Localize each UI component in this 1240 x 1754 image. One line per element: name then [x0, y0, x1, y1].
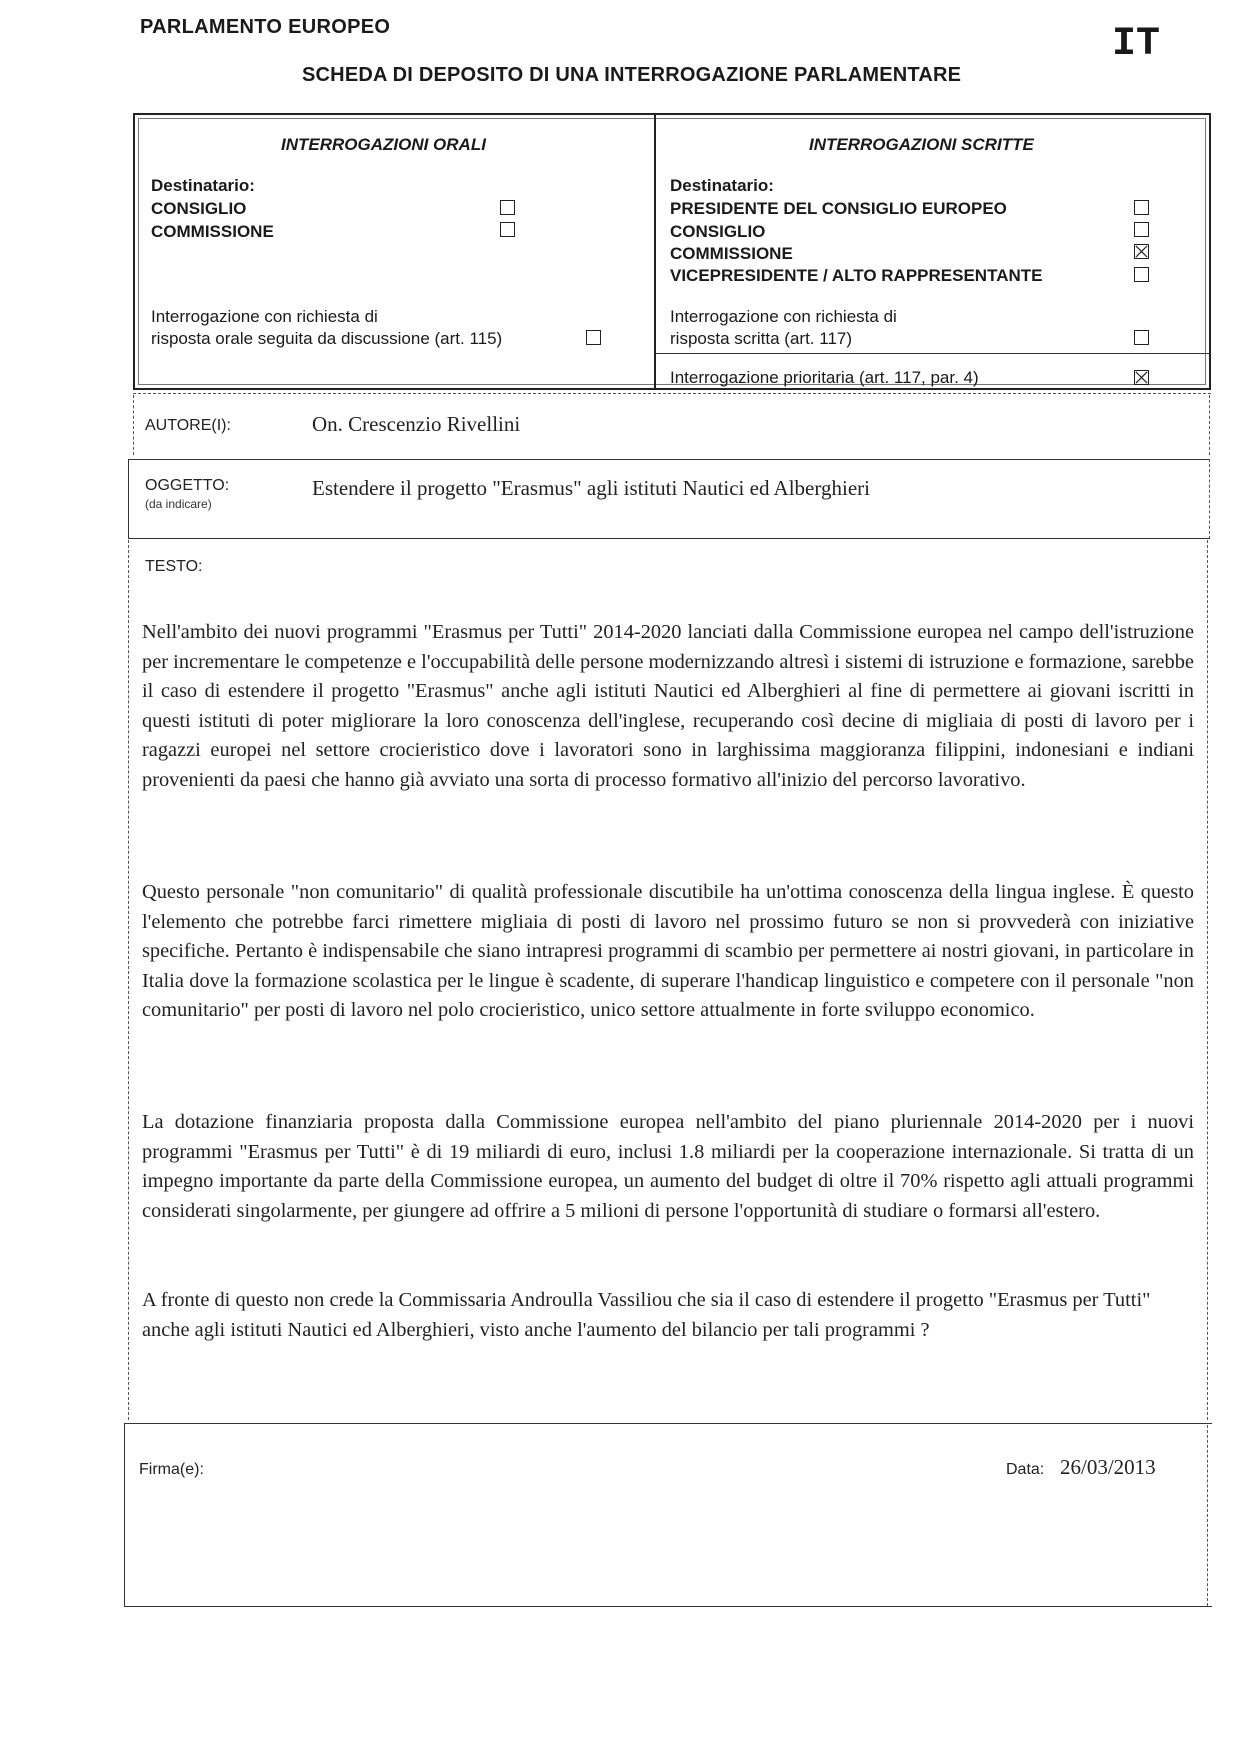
oral-questions-heading: INTERROGAZIONI ORALI — [281, 135, 486, 154]
subject-label: OGGETTO: — [145, 477, 230, 494]
oral-consiglio-checkbox[interactable] — [500, 200, 515, 215]
author-value: On. Crescenzio Rivellini — [312, 412, 521, 436]
written-recipient-commissione-label: COMMISSIONE — [670, 244, 793, 263]
written-questions-heading: INTERROGAZIONI SCRITTE — [809, 135, 1034, 154]
written-consiglio-checkbox[interactable] — [1134, 222, 1149, 237]
written-commissione-checkbox[interactable] — [1134, 244, 1149, 259]
written-recipient-label: Destinatario: — [670, 176, 774, 195]
signature-top-border — [124, 1423, 1212, 1424]
oral-commissione-checkbox[interactable] — [500, 222, 515, 237]
written-presidente-checkbox[interactable] — [1134, 200, 1149, 215]
column-divider — [654, 115, 656, 390]
text-label: TESTO: — [145, 558, 203, 575]
text-top-border — [128, 538, 1210, 539]
written-vicepresidente-checkbox[interactable] — [1134, 267, 1149, 282]
written-priority-label: Interrogazione prioritaria (art. 117, par. 4) — [670, 368, 979, 387]
date-label: Data: — [1006, 1461, 1045, 1478]
text-paragraph-4: A fronte di questo non crede la Commissaria Androulla Vassiliou che sia il caso di estendere il progetto "Erasmus per Tutti" anche agli istituti Nautici ed Alberghieri, visto anche l'aumento del bilancio per tali programmi ? — [142, 1289, 1151, 1341]
text-paragraph-1: Nell'ambito dei nuovi programmi "Erasmus per Tutti" 2014-2020 lanciati dalla Commissione europea nel campo dell'istruzione per incrementare le competenze e l'occupabilità delle persone modernizzando altresì i sistemi di istruzione e formazione, sarebbe il caso di estendere il progetto "Erasmus" anche agli istituti Nautici ed Alberghieri al fine di permettere ai giovani iscritti in questi istituti di poter migliorare la loro conoscenza dell'inglese, recuperando così decine di migliaia di posti di lavoro per i ragazzi europei nel settore crocieristico dove i lavoratori sono in larghissima maggioranza filippini, indonesiani e indiani provenienti da paesi che hanno già avviato una sorta di processo formativo all'inizio del percorso lavorativo. — [142, 621, 1194, 791]
form-title: SCHEDA DI DEPOSITO DI UNA INTERROGAZIONE PARLAMENTARE — [302, 64, 962, 86]
signature-right-border — [1207, 1425, 1208, 1606]
subject-left-border — [128, 459, 129, 539]
author-left-border — [133, 395, 134, 455]
subject-value: Estendere il progetto "Erasmus" agli istituti Nautici ed Alberghieri — [312, 476, 870, 500]
language-code: IT — [1112, 22, 1161, 67]
date-value: 26/03/2013 — [1060, 1455, 1156, 1479]
author-label: AUTORE(I): — [145, 417, 231, 434]
signature-left-border — [124, 1423, 125, 1606]
oral-request-line1: Interrogazione con richiesta di — [151, 307, 378, 326]
checkbox-cross-icon — [1135, 245, 1148, 258]
oral-request-line2: risposta orale seguita da discussione (art. 115) — [151, 329, 503, 348]
written-request-checkbox[interactable] — [1134, 330, 1149, 345]
written-request-line2: risposta scritta (art. 117) — [670, 329, 853, 348]
signature-label: Firma(e): — [139, 1461, 204, 1478]
text-left-border — [128, 540, 129, 1420]
oral-recipient-label: Destinatario: — [151, 176, 255, 195]
institution-title: PARLAMENTO EUROPEO — [140, 16, 391, 38]
signature-bottom-border — [124, 1606, 1212, 1607]
oral-request-checkbox[interactable] — [586, 330, 601, 345]
author-right-border — [1209, 395, 1210, 455]
text-paragraph-3: La dotazione finanziaria proposta dalla Commissione europea nell'ambito del piano pluriennale 2014-2020 per i nuovi programmi "Erasmus per Tutti" è di 19 miliardi di euro, inclusi 1.8 miliardi per la cooperazione internazionale. Si tratta di un impegno importante da parte della Commissione europea, un aumento del budget di oltre il 70% rispetto agli attuali programmi considerati singolarmente, per giungere ad offrire a 5 milioni di persone l'opportunità di studiare o formarsi all'estero. — [142, 1111, 1194, 1222]
author-top-border — [133, 393, 1211, 394]
subject-sublabel: (da indicare) — [145, 497, 212, 511]
written-recipient-vicepresidente-label: VICEPRESIDENTE / ALTO RAPPRESENTANTE — [670, 266, 1043, 285]
written-recipient-consiglio-label: CONSIGLIO — [670, 222, 766, 241]
written-recipient-presidente-label: PRESIDENTE DEL CONSIGLIO EUROPEO — [670, 199, 1007, 218]
written-request-line1: Interrogazione con richiesta di — [670, 307, 897, 326]
priority-separator — [656, 353, 1209, 354]
checkbox-cross-icon — [1135, 371, 1148, 384]
subject-top-border — [128, 459, 1210, 460]
subject-right-border — [1209, 459, 1210, 539]
oral-recipient-commissione-label: COMMISSIONE — [151, 222, 274, 241]
written-priority-checkbox[interactable] — [1134, 370, 1149, 385]
text-paragraph-2: Questo personale "non comunitario" di qualità professionale discutibile ha un'ottima conoscenza della lingua inglese. È questo l'elemento che potrebbe farci rimettere migliaia di posti di lavoro nel prossimo futuro se non si provvederà con iniziative specifiche. Pertanto è indispensabile che siano intrapresi programmi di scambio per permettere ai nostri giovani, in particolare in Italia dove la formazione scolastica per le lingue è scadente, di superare l'handicap linguistico e competere con il personale "non comunitario" per posti di lavoro nel polo crocieristico, unico settore attualmente in forte sviluppo economico. — [142, 881, 1194, 1021]
text-right-border — [1207, 540, 1208, 1420]
oral-recipient-consiglio-label: CONSIGLIO — [151, 199, 247, 218]
